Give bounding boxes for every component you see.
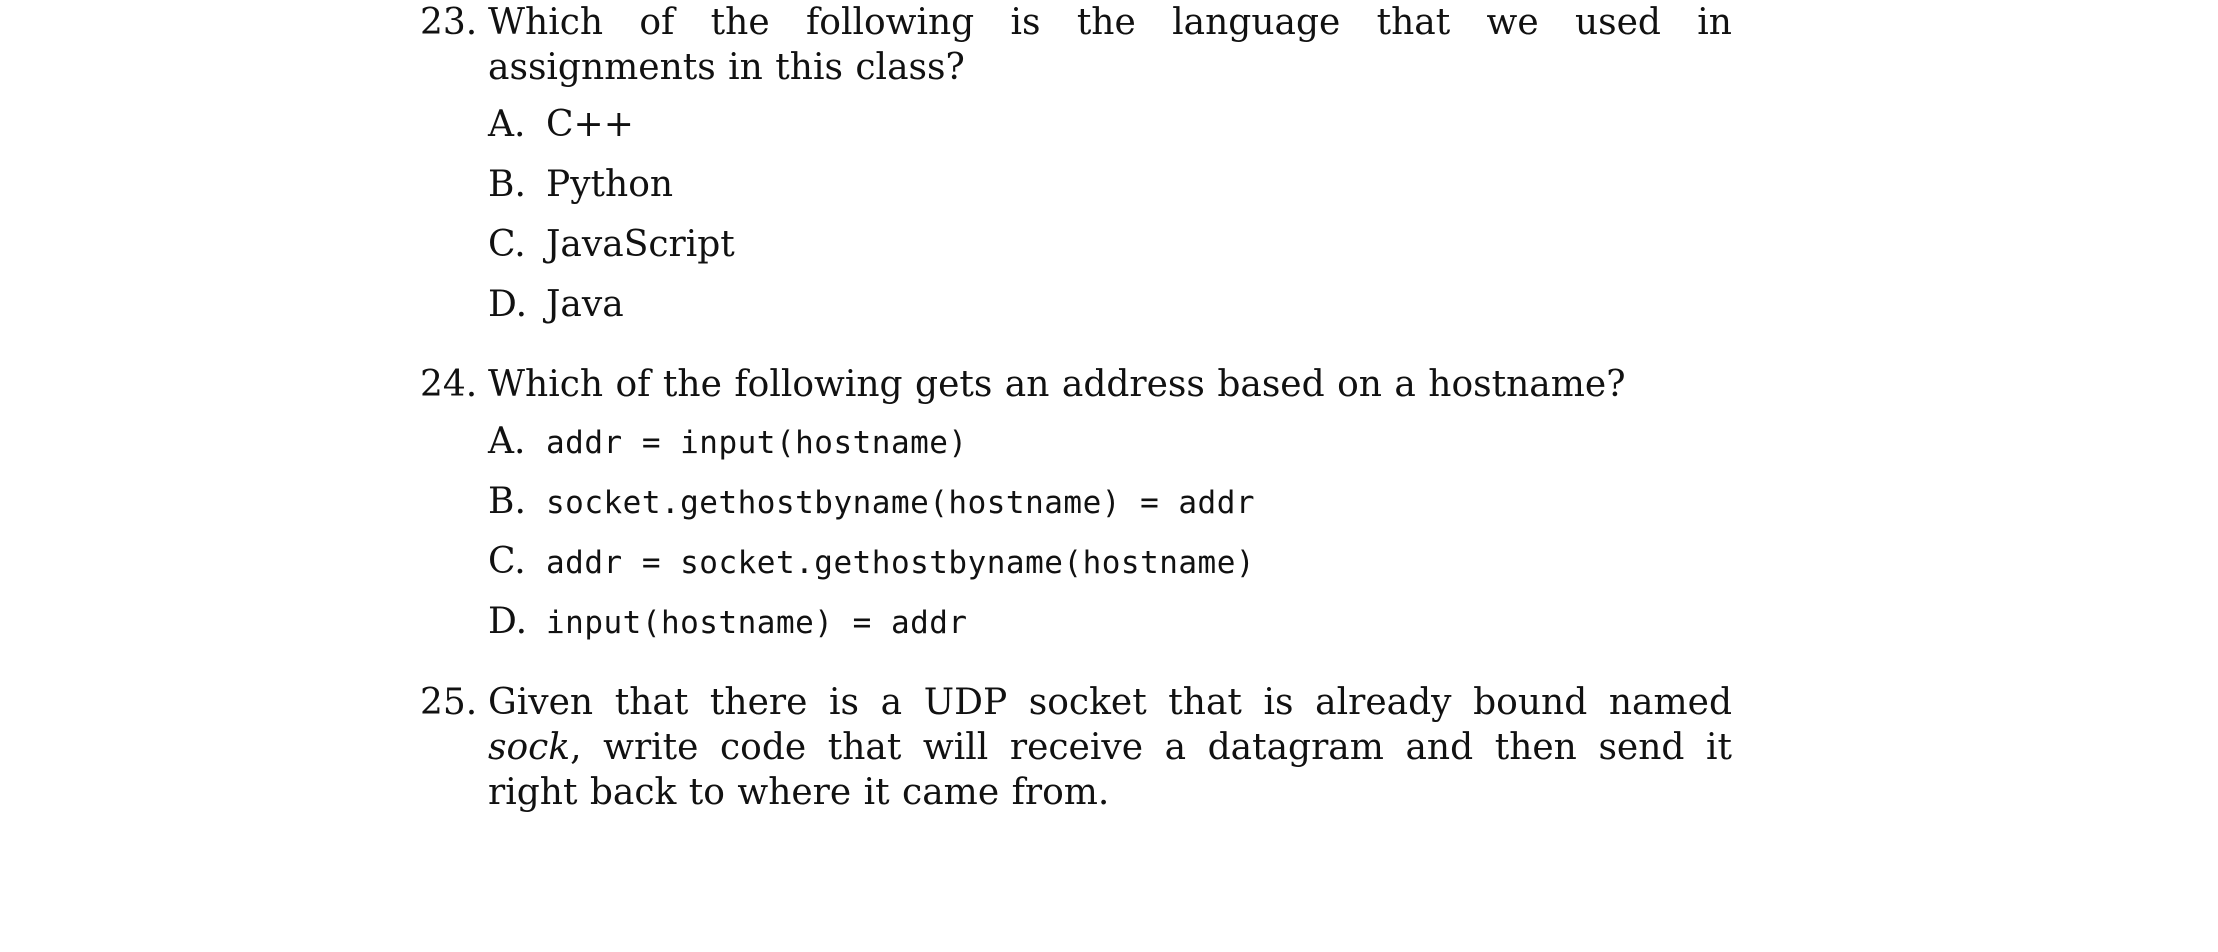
question-25 (420, 680, 1740, 815)
option-b (488, 479, 1740, 539)
option-letter: B. (488, 481, 526, 522)
option-letter: A. (488, 104, 526, 145)
question-text (488, 680, 1732, 815)
option-letter: D. (488, 601, 528, 642)
option-letter: C. (488, 224, 526, 265)
socket-variable-name: sock (488, 727, 571, 768)
answer-options (488, 102, 1740, 342)
option-text: JavaScript (546, 224, 735, 265)
question-number: 24. (420, 364, 478, 405)
option-d (488, 599, 1740, 659)
question-24 (420, 362, 1740, 695)
option-letter: B. (488, 164, 526, 205)
option-code: input(hostname) = addr (546, 605, 968, 641)
option-b (488, 162, 1740, 222)
option-a (488, 102, 1740, 162)
option-d (488, 282, 1740, 342)
option-text: C++ (546, 104, 634, 145)
question-text-end: , write code that will receive a datagram and then send it right back to where it came from. (488, 727, 1732, 813)
option-letter: C. (488, 541, 526, 582)
question-23 (420, 0, 1740, 378)
question-text: Which of the following is the language that we used in assignments in this class? (488, 2, 1732, 88)
question-text: Which of the following gets an address based on a hostname? (488, 364, 1626, 405)
question-text-start: Given that there is a UDP socket that is already bound named (488, 682, 1732, 723)
option-text: Java (546, 284, 624, 325)
option-c (488, 539, 1740, 599)
option-c (488, 222, 1740, 282)
option-code: addr = input(hostname) (546, 425, 968, 461)
option-letter: D. (488, 284, 528, 325)
question-number: 23. (420, 2, 478, 43)
option-code: addr = socket.gethostbyname(hostname) (546, 545, 1256, 581)
option-text: Python (546, 164, 674, 205)
option-letter: A. (488, 421, 526, 462)
option-a (488, 419, 1740, 479)
exam-page (420, 0, 1740, 952)
question-number: 25. (420, 682, 478, 723)
option-code: socket.gethostbyname(hostname) = addr (546, 485, 1256, 521)
answer-options (488, 419, 1740, 659)
